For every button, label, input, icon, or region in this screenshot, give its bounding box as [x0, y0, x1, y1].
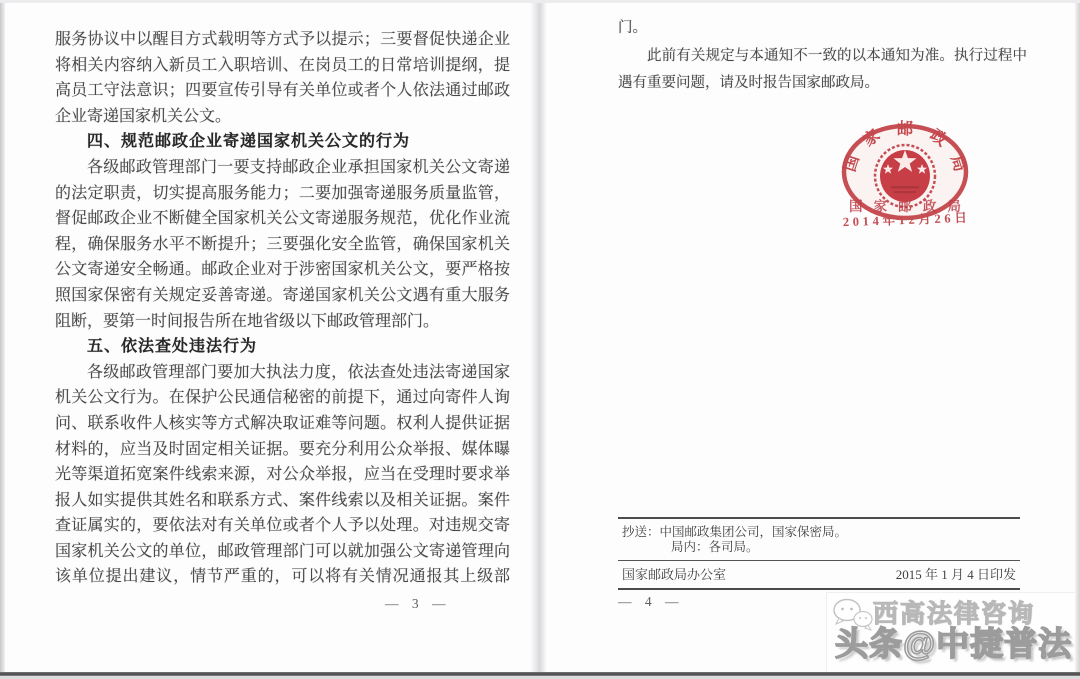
text-line: 照国家保密有关规定妥善寄递。寄递国家机关公文遇有重大服务: [55, 286, 510, 304]
text-line: 报人如实提供其姓名和联系方式、案件线索以及相关证据。案件: [55, 491, 510, 509]
text-line: 此前有关规定与本通知不一致的以本通知为准。执行过程中: [647, 47, 1027, 64]
footer-table: [618, 517, 1020, 590]
text-line: 的法定职责，切实提高服务能力；二要加强寄递服务质量监管，: [55, 184, 510, 202]
text-line: 企业寄递国家机关公文。: [55, 107, 232, 125]
text-line: 程，确保服务水平不断提升；三要强化安全监管，确保国家机关: [55, 235, 510, 253]
print-date: 2015 年 1 月 4 日印发: [895, 567, 1016, 582]
scan-edge-left: [0, 0, 5, 679]
text-line: 督促邮政企业不断健全国家机关公文寄递服务规范，优化作业流: [55, 210, 510, 228]
issue-row: [618, 561, 1020, 590]
scan-edge-right: [1075, 0, 1080, 679]
text-line: 机关公文行为。在保护公民通信秘密的前提下，通过向寄件人询: [55, 389, 510, 407]
text-line: 光等渠道拓宽案件线索来源，对公众举报，应当在受理时要求举: [55, 466, 510, 484]
text-line: 查证属实的，要依法对有关单位或者个人予以处理。对违规交寄: [55, 517, 510, 535]
page-number-3: — 3 —: [385, 596, 451, 611]
text-line: 公文寄递安全畅通。邮政企业对于涉密国家机关公文，要严格按: [55, 261, 510, 279]
issuing-office: 国家邮政局办公室: [622, 567, 727, 582]
seal-inner-text: 国家邮政局: [849, 199, 961, 214]
text-line: 各级邮政管理部门一要支持邮政企业承担国家机关公文寄递: [87, 158, 510, 176]
watermark-text-primary: 头条@中捷普法: [835, 625, 1073, 662]
section-heading-5: 五、依法查处违法行为: [87, 338, 258, 356]
page-divider: [530, 0, 547, 679]
text-line: 各级邮政管理部门要加大执法力度，依法查处违法寄递国家: [87, 363, 510, 381]
text-line: 遇有重要问题，请及时报告国家邮政局。: [618, 75, 879, 91]
seal-arc-char: 局: [947, 153, 969, 174]
text-line: 高员工守法意识；四要宣传引导有关单位或者个人依法通过邮政: [55, 82, 510, 100]
text-line: 将相关内容纳入新员工入职培训、在岗员工的日常培训提纲，提: [55, 56, 510, 74]
watermark-text-secondary: 西高法律咨询: [873, 600, 1036, 628]
seal-arc-char: 家: [860, 126, 884, 151]
text-line: 问、联系收件人核实等方式解决取证难等问题。权利人提供证据: [55, 414, 510, 432]
scan-edge-top: [0, 0, 1080, 3]
document-page-3-text: [55, 27, 510, 590]
seal-arc-char: 邮: [896, 121, 914, 138]
official-seal: [835, 112, 975, 240]
cc-row: [618, 517, 1020, 561]
page-number-4: — 4 —: [618, 594, 684, 609]
text-line: 材料的，应当及时固定相关证据。要充分利用公众举报、媒体曝: [55, 440, 510, 458]
text-line: 该单位提出建议，情节严重的，可以将有关情况通报其上级部: [55, 568, 510, 586]
seal-date: 2014年12月26日: [842, 210, 968, 230]
seal-arc-char: 国: [841, 153, 863, 174]
cc-line: 抄送：中国邮政集团公司，国家保密局。: [622, 525, 848, 539]
seal-arc-char: 政: [926, 126, 950, 151]
text-line: 门。: [618, 20, 647, 36]
document-page-4-text: [618, 15, 1027, 98]
text-line: 国家机关公文的单位，邮政管理部门可以就加强公文寄递管理向: [55, 542, 510, 560]
text-line: 阻断，要第一时间报告所在地省级以下邮政管理部门。: [55, 312, 440, 330]
watermark: [826, 592, 1080, 674]
cc-line: 局内：各司局。: [671, 540, 759, 554]
text-line: 服务协议中以醒目方式载明等方式予以提示；三要督促快递企业: [55, 31, 510, 48]
section-heading-4: 四、规范邮政企业寄递国家机关公文的行为: [87, 133, 411, 151]
